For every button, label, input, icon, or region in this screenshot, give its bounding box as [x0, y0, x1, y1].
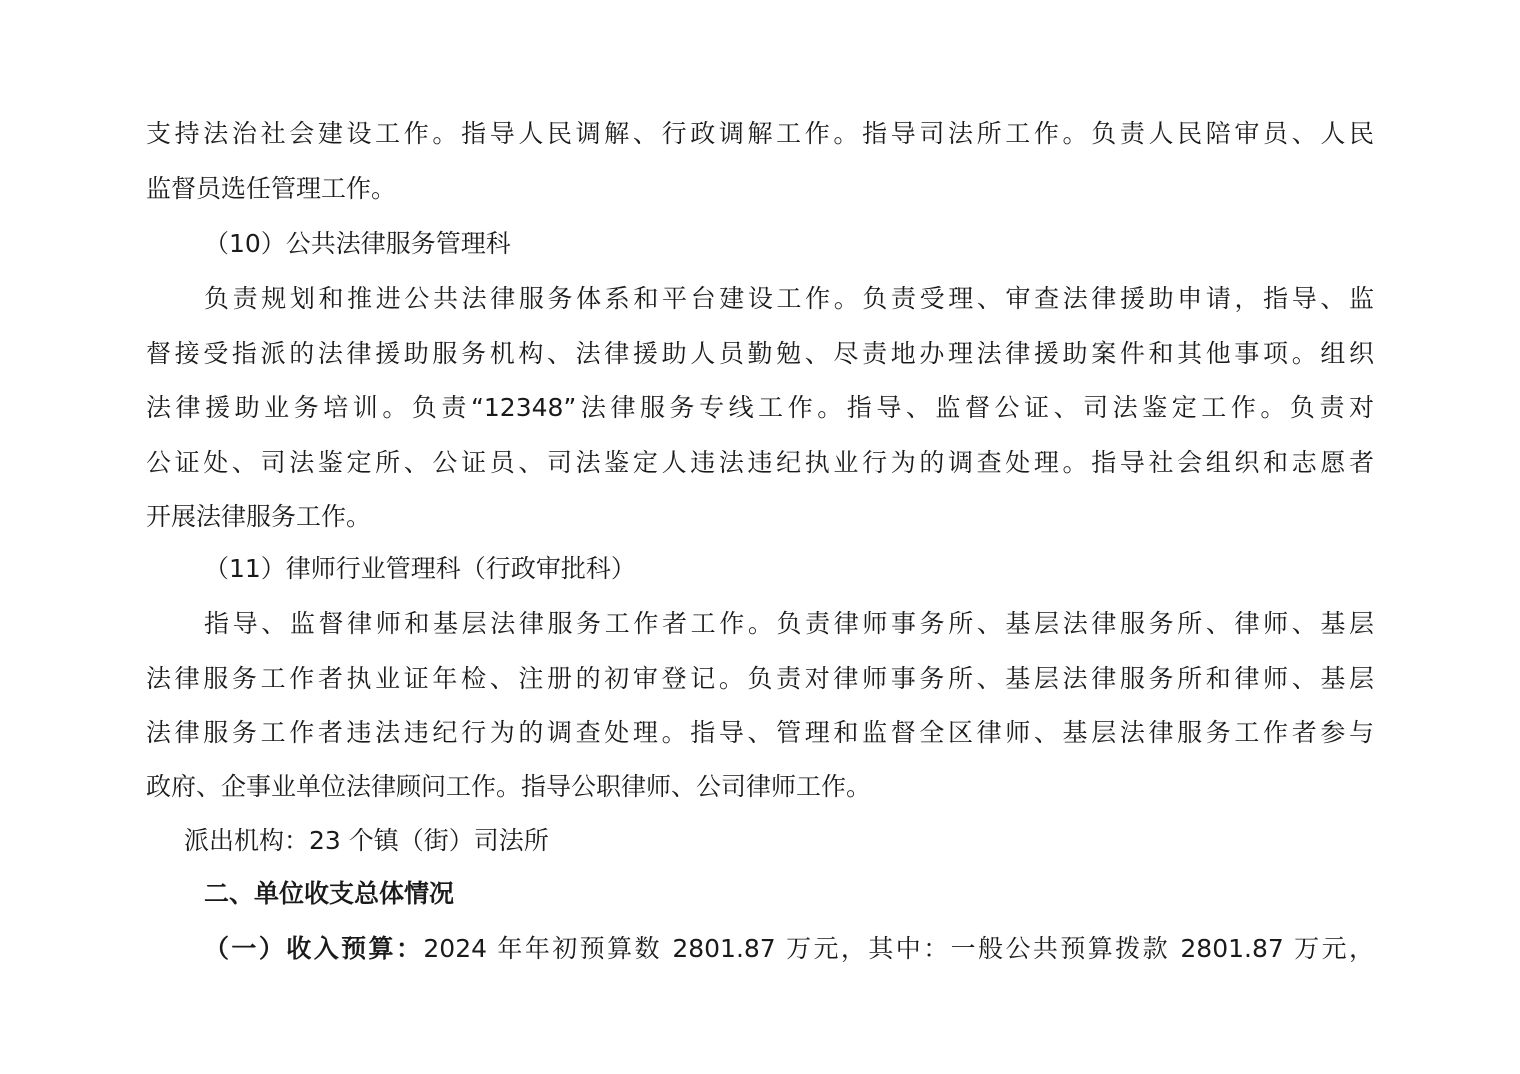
paragraph-line: 督接受指派的法律援助服务机构、法律援助人员勤勉、尽责地办理法律援助案件和其他事项。组织	[146, 339, 1374, 368]
section-heading-10: （10）公共法律服务管理科	[204, 229, 511, 258]
income-budget-text: 2024 年年初预算数 2801.87 万元，其中：一般公共预算拨款 2801.87 万元，	[423, 934, 1374, 963]
paragraph-line: 公证处、司法鉴定所、公证员、司法鉴定人违法违纪执业行为的调查处理。指导社会组织和志愿者	[146, 448, 1374, 477]
section-heading-11: （11）律师行业管理科（行政审批科）	[204, 554, 636, 583]
paragraph-line: 政府、企事业单位法律顾问工作。指导公职律师、公司律师工作。	[146, 772, 872, 801]
income-budget-line	[204, 933, 1374, 965]
dispatched-agencies: 派出机构：23 个镇（街）司法所	[184, 826, 549, 855]
paragraph-line: 法律服务工作者违法违纪行为的调查处理。指导、管理和监督全区律师、基层法律服务工作者参与	[146, 718, 1374, 747]
paragraph-line: 指导、监督律师和基层法律服务工作者工作。负责律师事务所、基层法律服务所、律师、基层	[204, 609, 1374, 638]
paragraph-line: 法律服务工作者执业证年检、注册的初审登记。负责对律师事务所、基层法律服务所和律师、基层	[146, 664, 1374, 693]
income-budget-label: （一）收入预算：	[204, 934, 424, 963]
paragraph-line: 监督员选任管理工作。	[146, 174, 397, 203]
paragraph-line: 开展法律服务工作。	[146, 502, 372, 531]
paragraph-line: 法律援助业务培训。负责“12348”法律服务专线工作。指导、监督公证、司法鉴定工作。负责对	[146, 393, 1374, 422]
paragraph-line: 支持法治社会建设工作。指导人民调解、行政调解工作。指导司法所工作。负责人民陪审员、人民	[146, 119, 1374, 148]
section-heading-2: 二、单位收支总体情况	[204, 879, 455, 908]
paragraph-line: 负责规划和推进公共法律服务体系和平台建设工作。负责受理、审查法律援助申请，指导、监	[204, 284, 1374, 313]
